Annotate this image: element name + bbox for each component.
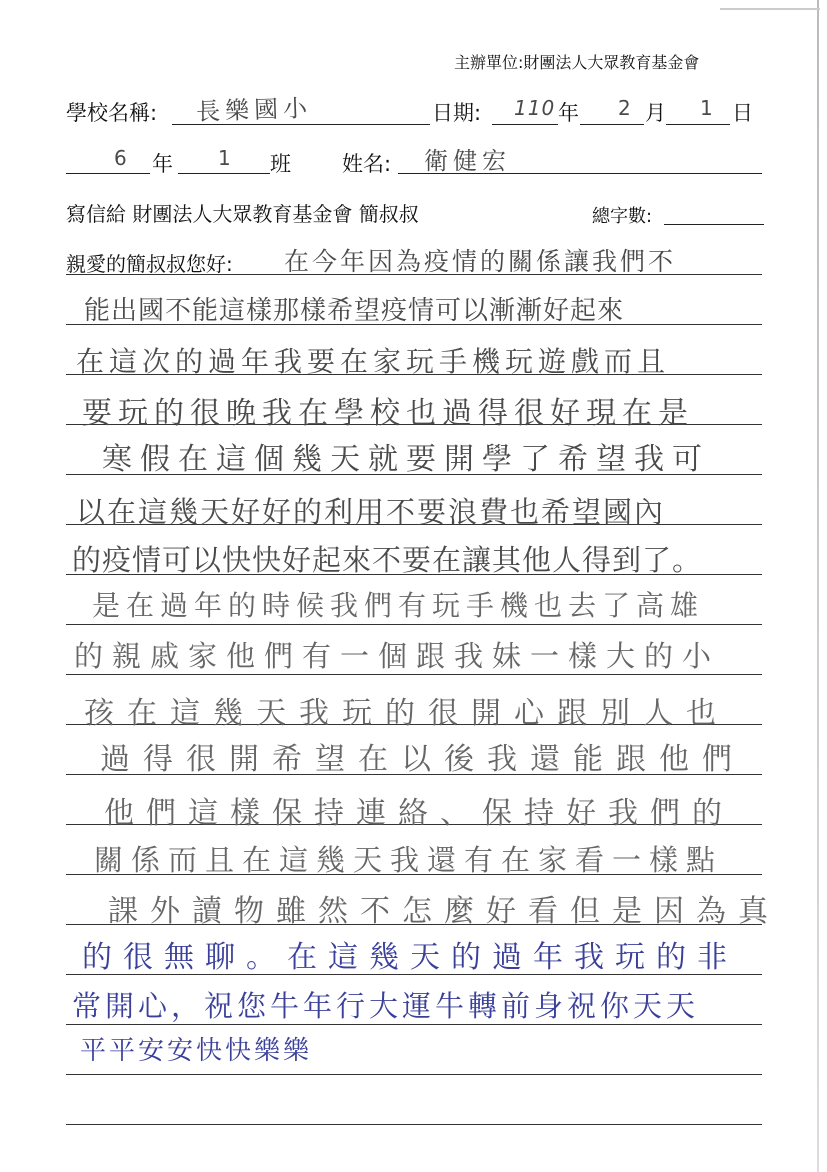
letter-line: 他們這樣保持連絡、保持好我們的 [104,796,734,831]
organizer-header: 主辦單位:財團法人大眾教育基金會 [454,53,700,72]
class-underline [178,173,270,174]
letter-line: 孩在這幾天我玩的很開心跟別人也 [84,696,729,731]
school-underline [172,124,430,125]
letter-line: 平平安安快快樂樂 [80,1036,313,1066]
letter-line: 過得很開希望在以後我還能跟他們 [100,742,745,777]
month-underline [580,124,644,125]
class-value: 1 [218,146,236,170]
letter-line: 以在這幾天好好的利用不要浪費也希望國內 [76,495,666,529]
letter-line: 的親戚家他們有一個跟我妹一樣大的小 [74,639,721,673]
year-underline [492,124,558,125]
grade-value: 6 [114,146,132,170]
day-value: 1 [700,96,718,120]
grade-underline [66,173,150,174]
ruled-line [66,1074,762,1075]
school-value: 長樂國小 [195,93,313,127]
letter-line: 課外讀物雖然不怎麼好看但是因為真 [108,894,780,929]
word-count-underline [664,224,764,225]
scan-edge [817,0,819,1172]
letter-line: 的疫情可以快快好起來不要在讓其他人得到了。 [72,543,703,577]
ruled-line [66,1124,762,1125]
name-label: 姓名: [342,152,392,176]
year-value: 110 [514,96,556,120]
ruled-line [66,624,762,625]
month-label: 月 [645,101,666,125]
day-label: 日 [732,101,753,125]
name-value: 衛健宏 [424,147,511,175]
name-underline [398,173,762,174]
letter-line: 是在過年的時候我們有玩手機也去了高雄 [92,589,705,622]
grade-label: 年 [152,152,173,176]
letter-line: 寒假在這個幾天就要開學了希望我可 [102,442,710,477]
letter-line: 的很無聊。在這幾天的過年我玩的非 [82,940,738,975]
year-label: 年 [558,101,579,125]
letter-line: 常開心，祝您牛年行大運牛轉前身祝你天天 [72,989,700,1023]
day-underline [666,124,730,125]
recipient-line: 寫信給 財團法人大眾教育基金會 簡叔叔 [66,202,419,226]
letter-line: 能出國不能這樣那樣希望疫情可以漸漸好起來 [84,296,625,326]
class-label: 班 [270,152,291,176]
letter-line: 在這次的過年我要在家玩手機玩遊戲而且 [76,345,671,378]
school-label: 學校名稱: [66,101,158,125]
date-label: 日期: [432,101,482,125]
greeting-label: 親愛的簡叔叔您好: [66,252,233,276]
word-count-label: 總字數: [592,206,653,227]
letter-line: 要玩的很晚我在學校也過得很好現在是 [82,396,694,431]
month-value: 2 [618,96,636,120]
letter-line: 在今年因為疫情的關係讓我們不 [284,247,677,276]
scan-edge-top [720,8,820,10]
letter-line: 關係而且在這幾天我還有在家看一樣點 [94,843,724,877]
